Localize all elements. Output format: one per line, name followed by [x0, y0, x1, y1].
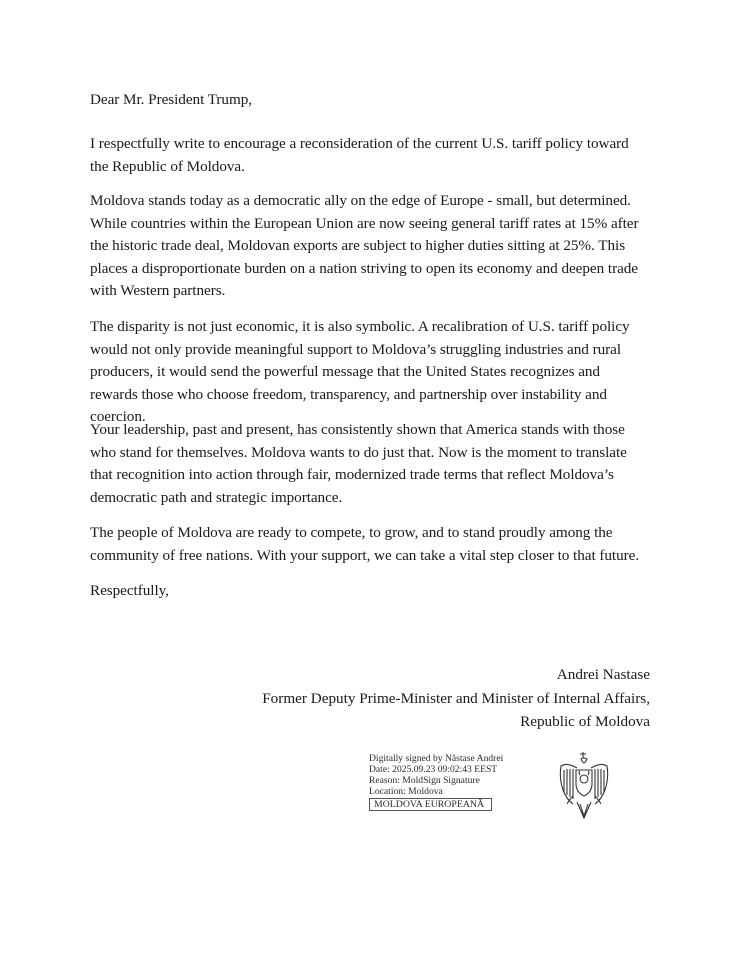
signature-location: Location: Moldova	[369, 786, 443, 797]
paragraph-2: Moldova stands today as a democratic ally on the edge of Europe - small, but determined. While countries within the European Union are now seeing general tariff rates at 15% after the historic trade deal, Moldovan exports are subject to higher duties sitting at 25%. This places a disproportionate burden on a nation striving to open its economy and deepen trade with Western partners.	[90, 192, 639, 300]
signature-reason: Reason: MoldSign Signature	[369, 775, 480, 786]
paragraph-4: Your leadership, past and present, has consistently shown that America stands with those who stand for themselves. Moldova wants to do just that. Now is the moment to translate that recognition into action through fair, modernized trade terms that reflect Moldova’s democratic path and strategic importance.	[90, 421, 627, 506]
paragraph-3: The disparity is not just economic, it is also symbolic. A recalibration of U.S. tariff policy would not only provide meaningful support to Moldova’s struggling industries and rural producers, it would send the powerful message that the United States recognizes and rewards those who choose freedom, transparency, and partnership over instability and coercion.	[90, 318, 630, 426]
closing: Respectfully,	[90, 582, 169, 599]
signature-date: Date: 2025.09.23 09:02:43 EEST	[369, 764, 498, 775]
paragraph-1: I respectfully write to encourage a reconsideration of the current U.S. tariff policy toward the Republic of Moldova.	[90, 135, 629, 175]
paragraph-5: The people of Moldova are ready to compete, to grow, and to stand proudly among the community of free nations. With your support, we can take a vital step closer to that future.	[90, 524, 640, 564]
signature-stamp: MOLDOVA EUROPEANĂ	[369, 798, 492, 811]
signature-block	[262, 663, 650, 734]
salutation: Dear Mr. President Trump,	[90, 91, 253, 108]
signed-by: Digitally signed by Năstase Andrei	[369, 753, 504, 764]
digital-signature	[369, 753, 503, 811]
signer-title: Former Deputy Prime-Minister and Minister of Internal Affairs,	[262, 689, 650, 707]
signer-country: Republic of Moldova	[520, 713, 650, 730]
signer-name: Andrei Nastase	[556, 666, 650, 683]
moldova-coat-of-arms-icon	[553, 750, 615, 822]
